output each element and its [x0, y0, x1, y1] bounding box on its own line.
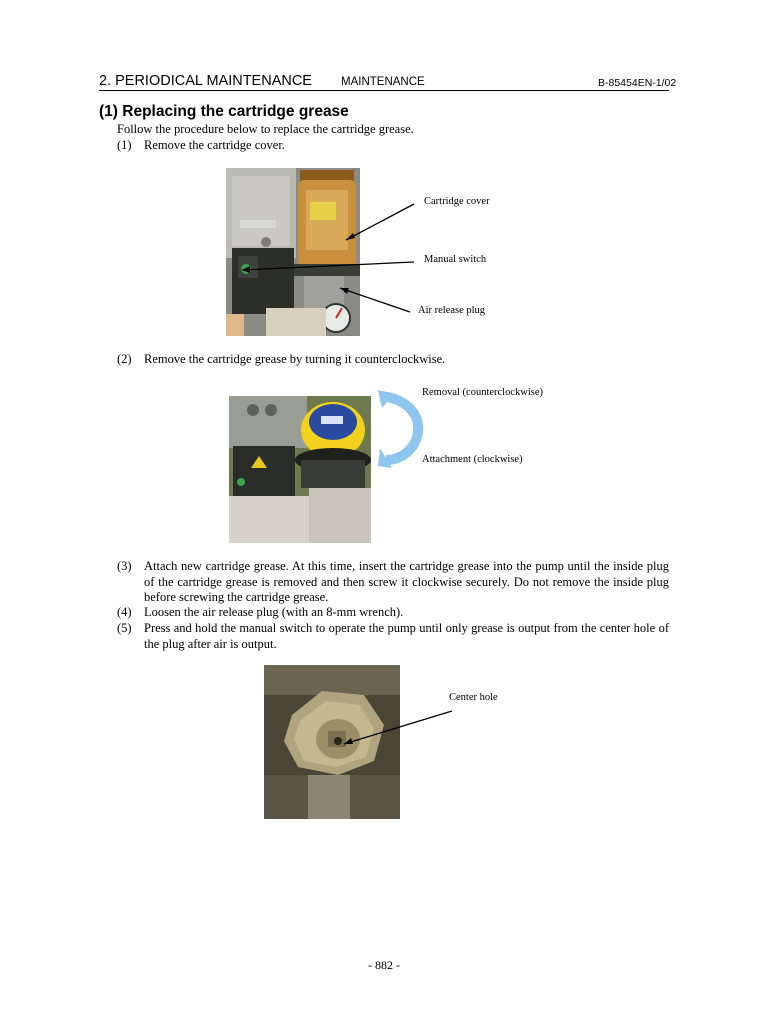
header-center-title: MAINTENANCE [341, 76, 425, 88]
callout-removal: Removal (counterclockwise) [422, 387, 543, 398]
step-4 [117, 605, 669, 621]
figure-1-photo [226, 168, 360, 336]
rotation-arrow-icon [376, 390, 424, 470]
step-text: Press and hold the manual switch to operate the pump until only grease is output from the center hole of the plug after air is output. [144, 621, 669, 651]
step-2 [117, 352, 669, 368]
header-rule [99, 90, 669, 91]
step-1 [117, 138, 669, 154]
step-text: Remove the cartridge grease by turning it counterclockwise. [144, 352, 446, 366]
step-text: Attach new cartridge grease. At this time, insert the cartridge grease into the pump until the inside plug of the cartridge grease is removed and then screw it clockwise securely. Do not remove the inside plug before screwing the cartridge grease. [144, 559, 669, 604]
step-number: (3) [117, 559, 132, 573]
page-number: - 882 - [368, 958, 400, 972]
header-document-number: B-85454EN-1/02 [598, 77, 677, 89]
step-number: (5) [117, 621, 132, 635]
callout-air-release-plug: Air release plug [418, 305, 486, 316]
step-text: Remove the cartridge cover. [144, 138, 285, 152]
step-5 [117, 621, 669, 653]
intro-text: Follow the procedure below to replace the cartridge grease. [117, 122, 414, 136]
figure-2-photo [229, 396, 371, 543]
step-text: Loosen the air release plug (with an 8-mm wrench). [144, 605, 404, 619]
callout-attachment: Attachment (clockwise) [422, 454, 523, 465]
step-number: (4) [117, 605, 132, 619]
callout-cartridge-cover: Cartridge cover [424, 196, 490, 207]
section-heading: (1) Replacing the cartridge grease [99, 103, 349, 120]
step-number: (2) [117, 352, 132, 366]
step-3 [117, 559, 669, 607]
header-section-title: 2. PERIODICAL MAINTENANCE [99, 73, 312, 89]
step-number: (1) [117, 138, 132, 152]
figure-3-photo [264, 665, 400, 819]
callout-center-hole: Center hole [449, 692, 498, 703]
callout-manual-switch: Manual switch [424, 254, 487, 265]
